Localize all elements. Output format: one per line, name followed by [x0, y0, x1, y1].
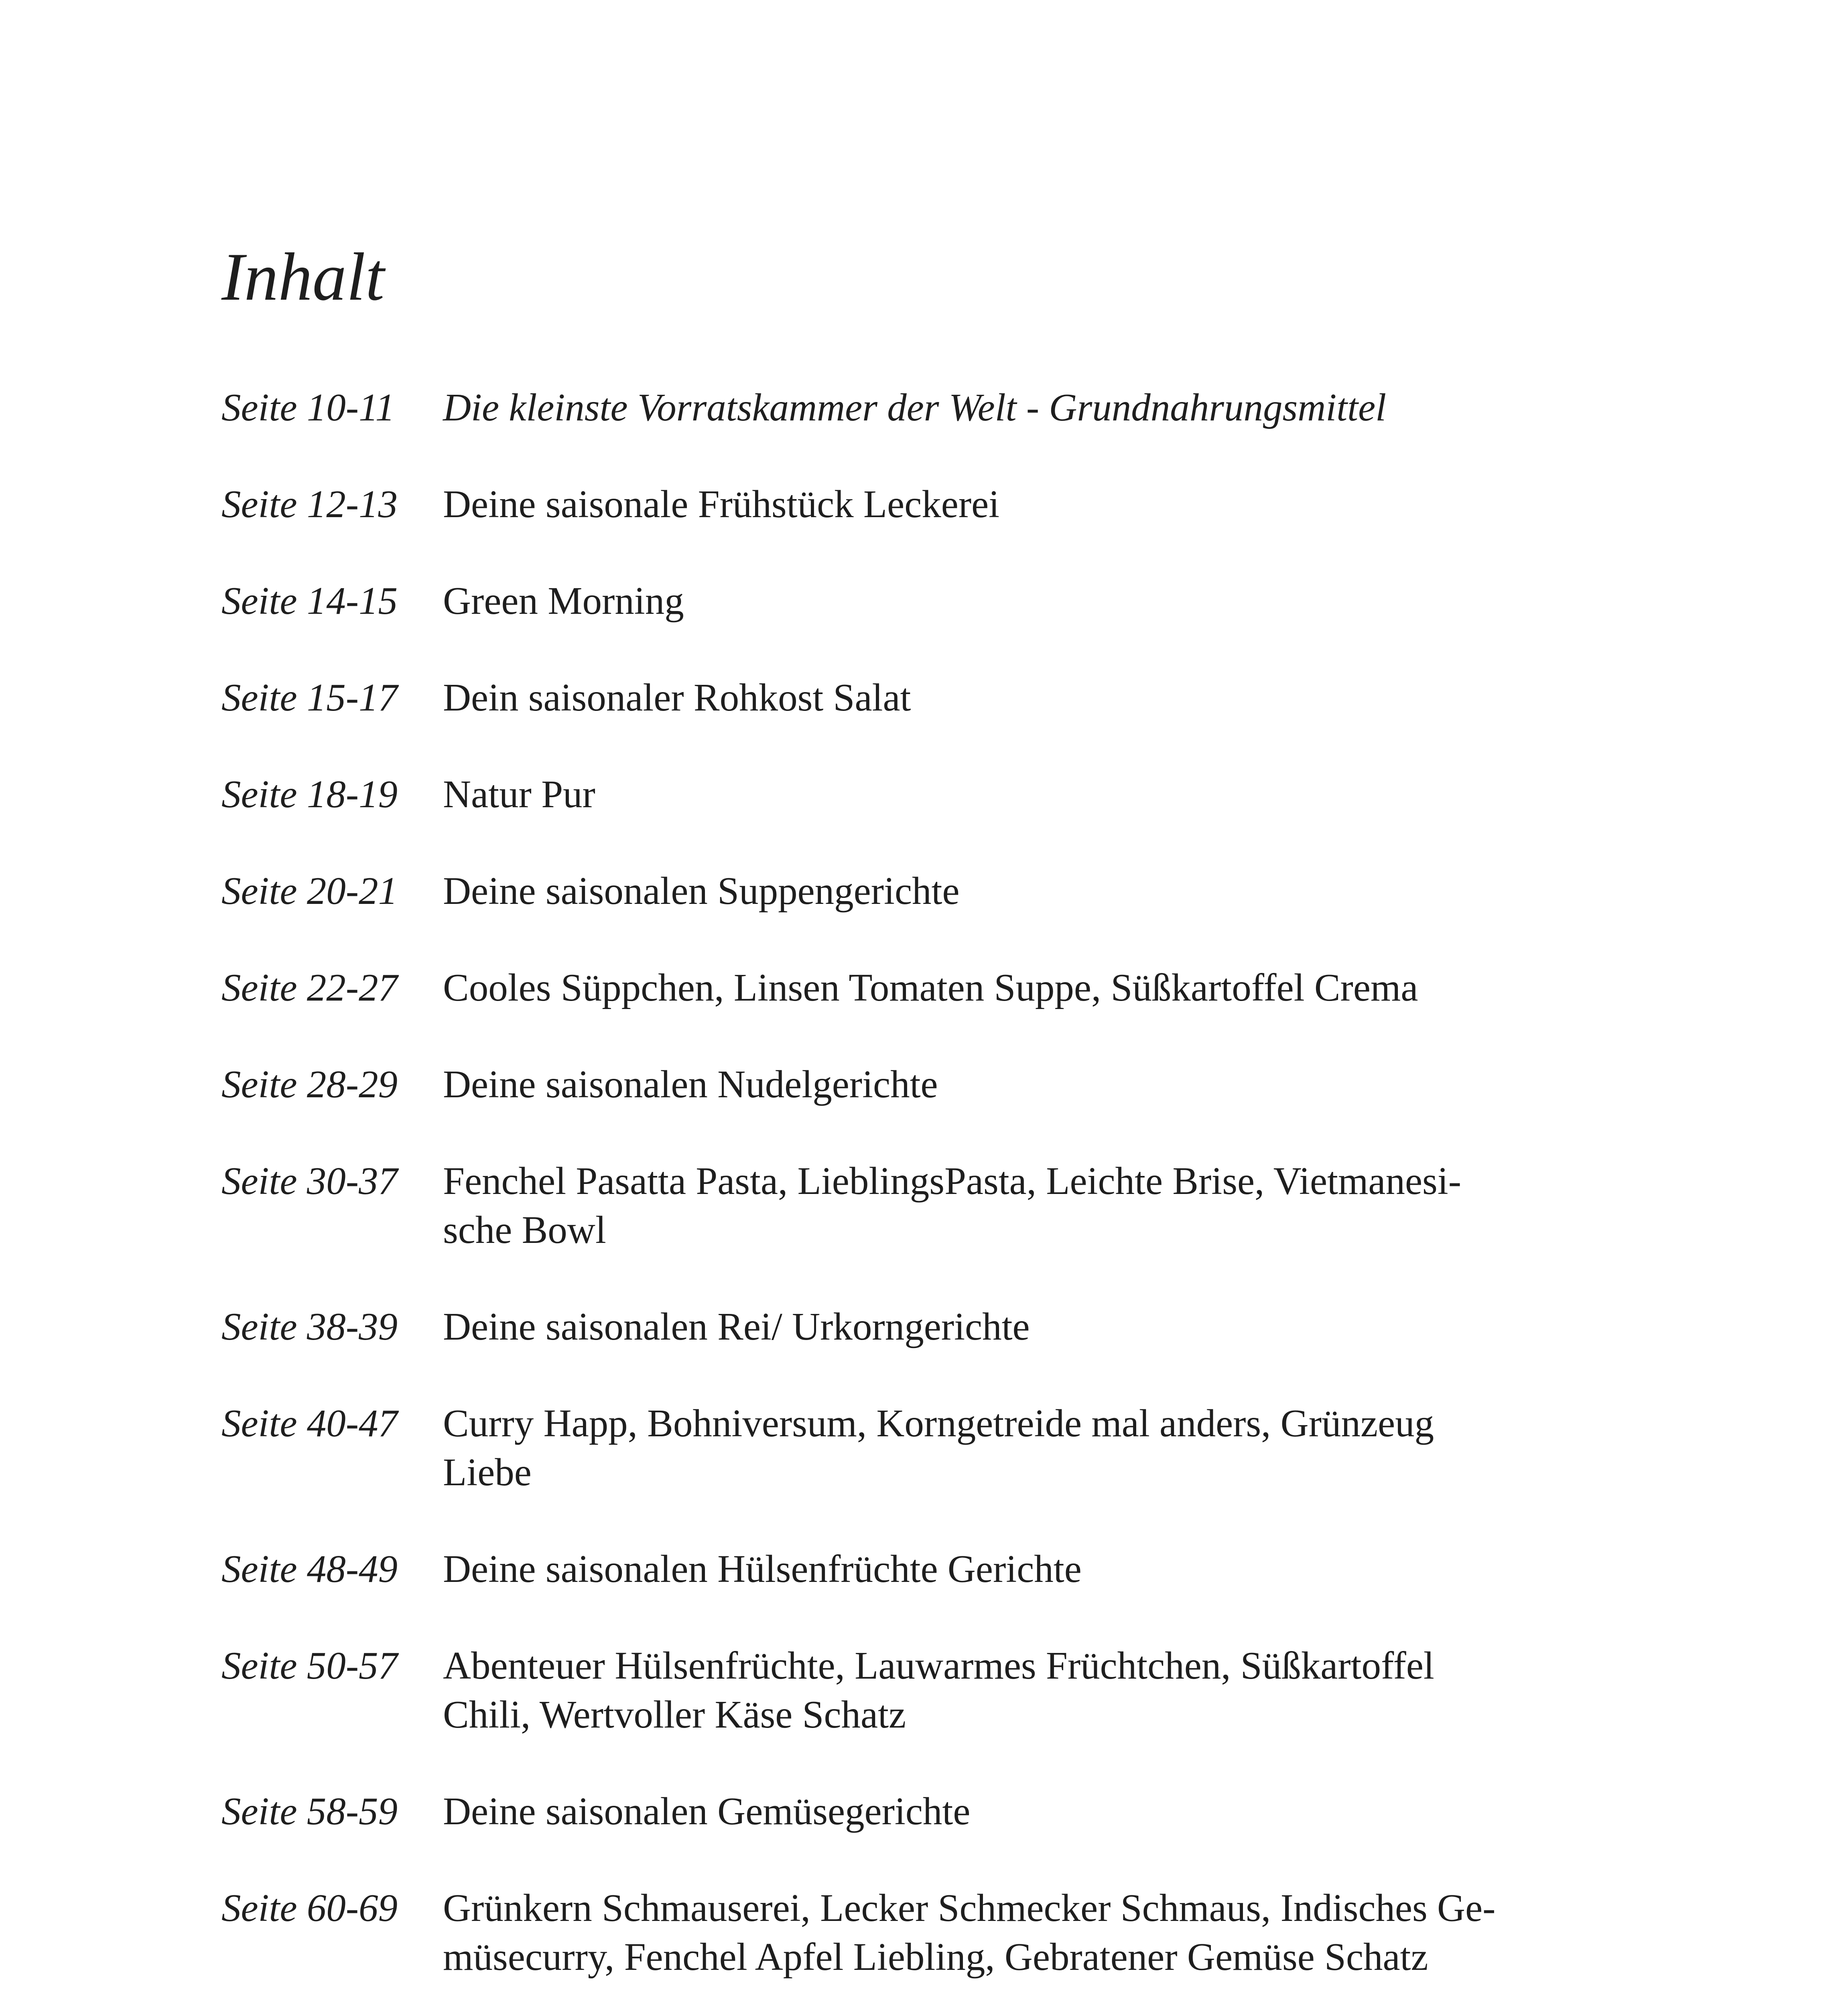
- toc-page-ref: Seite 48-49: [221, 1547, 398, 1590]
- toc-entry: [221, 1545, 1586, 1594]
- toc-page-ref: Seite 14-15: [221, 579, 398, 622]
- toc-page-ref: Seite 28-29: [221, 1063, 398, 1106]
- toc-entry-title: Die kleinste Vorratskammer der Welt - Grundnahrungsmittel: [443, 386, 1387, 429]
- page-title: Inhalt: [221, 239, 385, 315]
- toc-entry: [221, 577, 1586, 625]
- toc-entry: [221, 383, 1586, 432]
- toc-entry-title: Cooles Süppchen, Linsen Tomaten Suppe, Süßkartoffel Crema: [443, 966, 1418, 1009]
- toc-entry-title: Deine saisonalen Suppengerichte: [443, 869, 960, 912]
- toc-entry: [221, 673, 1586, 722]
- toc-entry-title: Deine saisonalen Rei/ Urkorngerichte: [443, 1305, 1030, 1348]
- table-of-contents: [221, 383, 1586, 2006]
- toc-entry-title: Grünkern Schmauserei, Lecker Schmecker Schmaus, Indisches Ge-müsecurry, Fenchel Apfel Liebling, Gebratener Gemüse Schatz: [443, 1886, 1496, 1978]
- toc-page-ref: Seite 18-19: [221, 773, 398, 816]
- toc-entry: [221, 1157, 1586, 1255]
- toc-entry: [221, 1884, 1586, 1982]
- toc-page-ref: Seite 50-57: [221, 1644, 398, 1687]
- toc-entry: [221, 1302, 1586, 1351]
- toc-page-ref: Seite 60-69: [221, 1886, 398, 1929]
- toc-entry: [221, 963, 1586, 1012]
- toc-page-ref: Seite 12-13: [221, 483, 398, 526]
- toc-page-ref: Seite 40-47: [221, 1402, 398, 1445]
- toc-entry: [221, 867, 1586, 916]
- toc-entry-title: Abenteuer Hülsenfrüchte, Lauwarmes Früchtchen, Süßkartoffel Chili, Wertvoller Käse Schatz: [443, 1644, 1434, 1736]
- toc-entry-title: Deine saisonale Frühstück Leckerei: [443, 483, 1000, 526]
- toc-entry: [221, 1641, 1586, 1739]
- toc-page-ref: Seite 58-59: [221, 1790, 398, 1833]
- toc-page-ref: Seite 22-27: [221, 966, 398, 1009]
- toc-page-ref: Seite 10-11: [221, 386, 395, 429]
- toc-page-ref: Seite 38-39: [221, 1305, 398, 1348]
- toc-entry-title: Deine saisonalen Gemüsegerichte: [443, 1790, 971, 1833]
- toc-entry: [221, 1399, 1586, 1497]
- toc-entry-title: Deine saisonalen Hülsenfrüchte Gerichte: [443, 1547, 1082, 1590]
- toc-page-ref: Seite 15-17: [221, 676, 398, 719]
- toc-entry-title: Green Morning: [443, 579, 684, 622]
- toc-entry-title: Dein saisonaler Rohkost Salat: [443, 676, 911, 719]
- toc-entry: [221, 1060, 1586, 1109]
- toc-entry-title: Natur Pur: [443, 773, 595, 816]
- toc-entry: [221, 1787, 1586, 1836]
- toc-entry: [221, 770, 1586, 819]
- toc-entry-title: Fenchel Pasatta Pasta, LieblingsPasta, Leichte Brise, Vietmanesi-sche Bowl: [443, 1159, 1462, 1251]
- toc-entry-title: Deine saisonalen Nudelgerichte: [443, 1063, 938, 1106]
- toc-entry: [221, 480, 1586, 529]
- toc-entry-title: Curry Happ, Bohniversum, Korngetreide mal anders, Grünzeug Liebe: [443, 1402, 1434, 1494]
- toc-page-ref: Seite 20-21: [221, 869, 398, 912]
- toc-page-ref: Seite 30-37: [221, 1159, 398, 1202]
